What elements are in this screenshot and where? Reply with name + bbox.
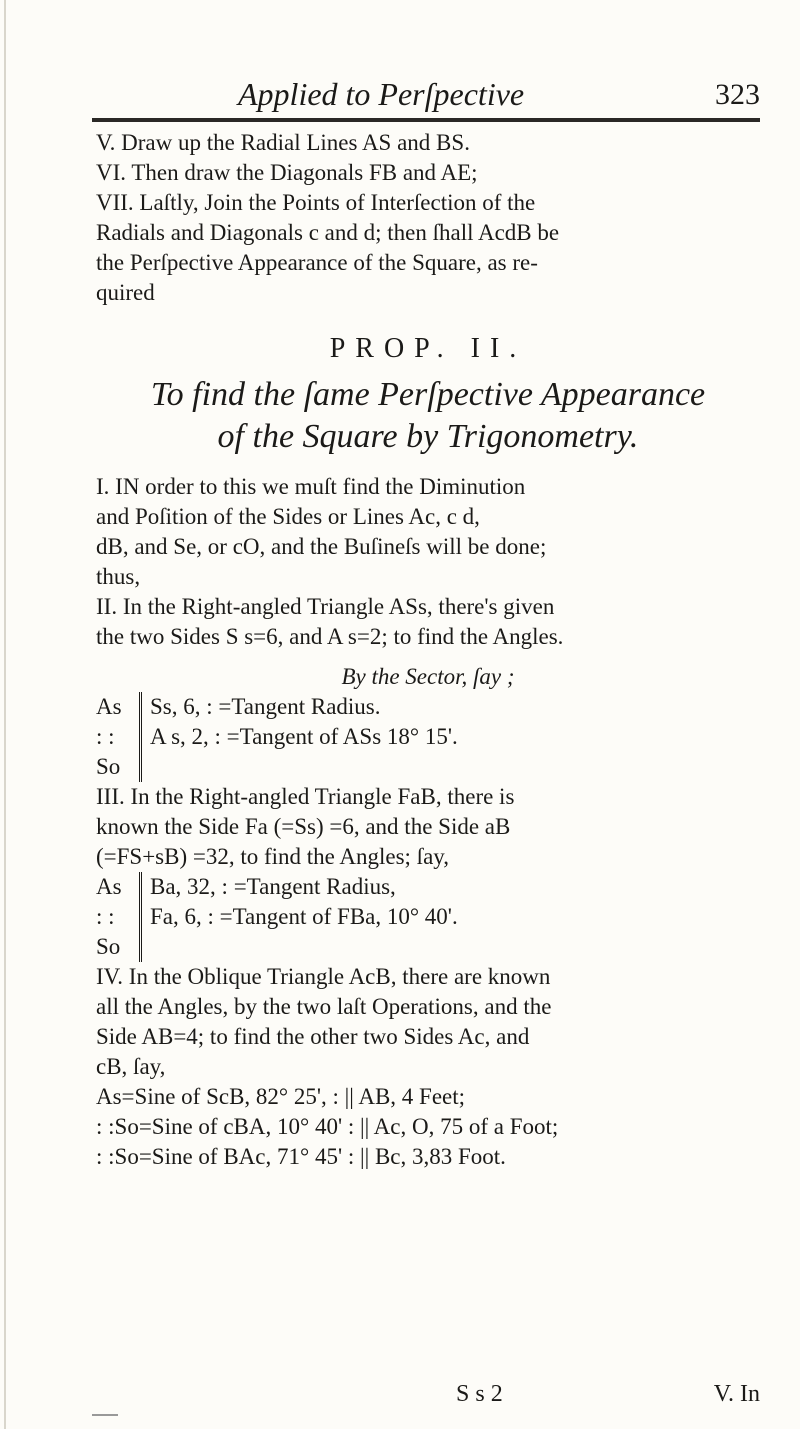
text-line: quired bbox=[96, 280, 155, 305]
title-line: To find the ſame Perſpective Appearance bbox=[150, 376, 706, 413]
text-line: V. Draw up the Radial Lines AS and BS. bbox=[96, 130, 470, 155]
sine-line: : :So=Sine of BAc, 71° 45' : || Bc, 3,83 Foot. bbox=[96, 1144, 506, 1169]
text-line: dB, and Se, or cO, and the Buſineſs will be done; bbox=[96, 534, 547, 559]
text-line: thus, bbox=[96, 564, 141, 589]
text-line: all the Angles, by the two laſt Operations, and the bbox=[96, 994, 552, 1019]
catchword: V. In bbox=[713, 1381, 760, 1407]
text-line: cB, ſay, bbox=[96, 1054, 166, 1079]
proportion-term: Fa, 6, : =Tangent of FBa, 10° 40'. bbox=[150, 904, 458, 929]
running-title: Applied to Perſpective bbox=[238, 76, 525, 112]
proportion-table-1 bbox=[96, 692, 760, 782]
text-line: the two Sides S s=6, and A s=2; to find the Angles. bbox=[96, 624, 564, 649]
signature-mark: S s 2 bbox=[456, 1381, 503, 1407]
proportion-term: Ss, 6, : =Tangent Radius. bbox=[150, 694, 381, 719]
title-line: of the Square by Trigonometry. bbox=[217, 418, 639, 455]
proportion-lead: : : So bbox=[96, 722, 142, 782]
proportion-table-2 bbox=[96, 872, 760, 962]
sector-line: By the Sector, ſay ; bbox=[341, 664, 515, 689]
proposition-title bbox=[96, 374, 760, 458]
text-line: II. In the Right-angled Triangle ASs, there's given bbox=[96, 594, 555, 619]
ink-mark bbox=[92, 1414, 118, 1416]
text-line: the Perſpective Appearance of the Square, as re- bbox=[96, 250, 538, 275]
text-line: VII. Laſtly, Join the Points of Interſection of the bbox=[96, 190, 536, 215]
sine-line: : :So=Sine of cBA, 10° 40' : || Ac, O, 75 of a Foot; bbox=[96, 1114, 559, 1139]
proportion-lead: As bbox=[96, 692, 142, 722]
text-line: and Poſition of the Sides or Lines Ac, c d, bbox=[96, 504, 480, 529]
proposition-heading: PROP. II. bbox=[329, 333, 527, 364]
text-line: Radials and Diagonals c and d; then ſhall AcdB be bbox=[96, 220, 560, 245]
page-footer bbox=[96, 1381, 760, 1415]
proportion-term: Ba, 32, : =Tangent Radius, bbox=[150, 874, 396, 899]
text-line: known the Side Fa (=Ss) =6, and the Side aB bbox=[96, 814, 511, 839]
page-number: 323 bbox=[715, 78, 760, 111]
text-line: III. In the Right-angled Triangle FaB, there is bbox=[96, 784, 515, 809]
proportion-lead: As bbox=[96, 872, 142, 902]
text-line: (=FS+sB) =32, to find the Angles; ſay, bbox=[96, 844, 450, 869]
header-rule bbox=[92, 118, 760, 122]
text-line: IV. In the Oblique Triangle AcB, there are known bbox=[96, 964, 551, 989]
body-text bbox=[96, 128, 760, 1172]
proportion-term: A s, 2, : =Tangent of ASs 18° 15'. bbox=[150, 724, 458, 749]
text-line: Side AB=4; to find the other two Sides Ac, and bbox=[96, 1024, 530, 1049]
text-line: I. IN order to this we muſt find the Diminution bbox=[96, 474, 526, 499]
sine-line: As=Sine of ScB, 82° 25', : || AB, 4 Feet; bbox=[96, 1084, 466, 1109]
proportion-lead: : : So bbox=[96, 902, 142, 962]
page-edge bbox=[4, 0, 6, 1429]
text-line: VI. Then draw the Diagonals FB and AE; bbox=[96, 160, 478, 185]
